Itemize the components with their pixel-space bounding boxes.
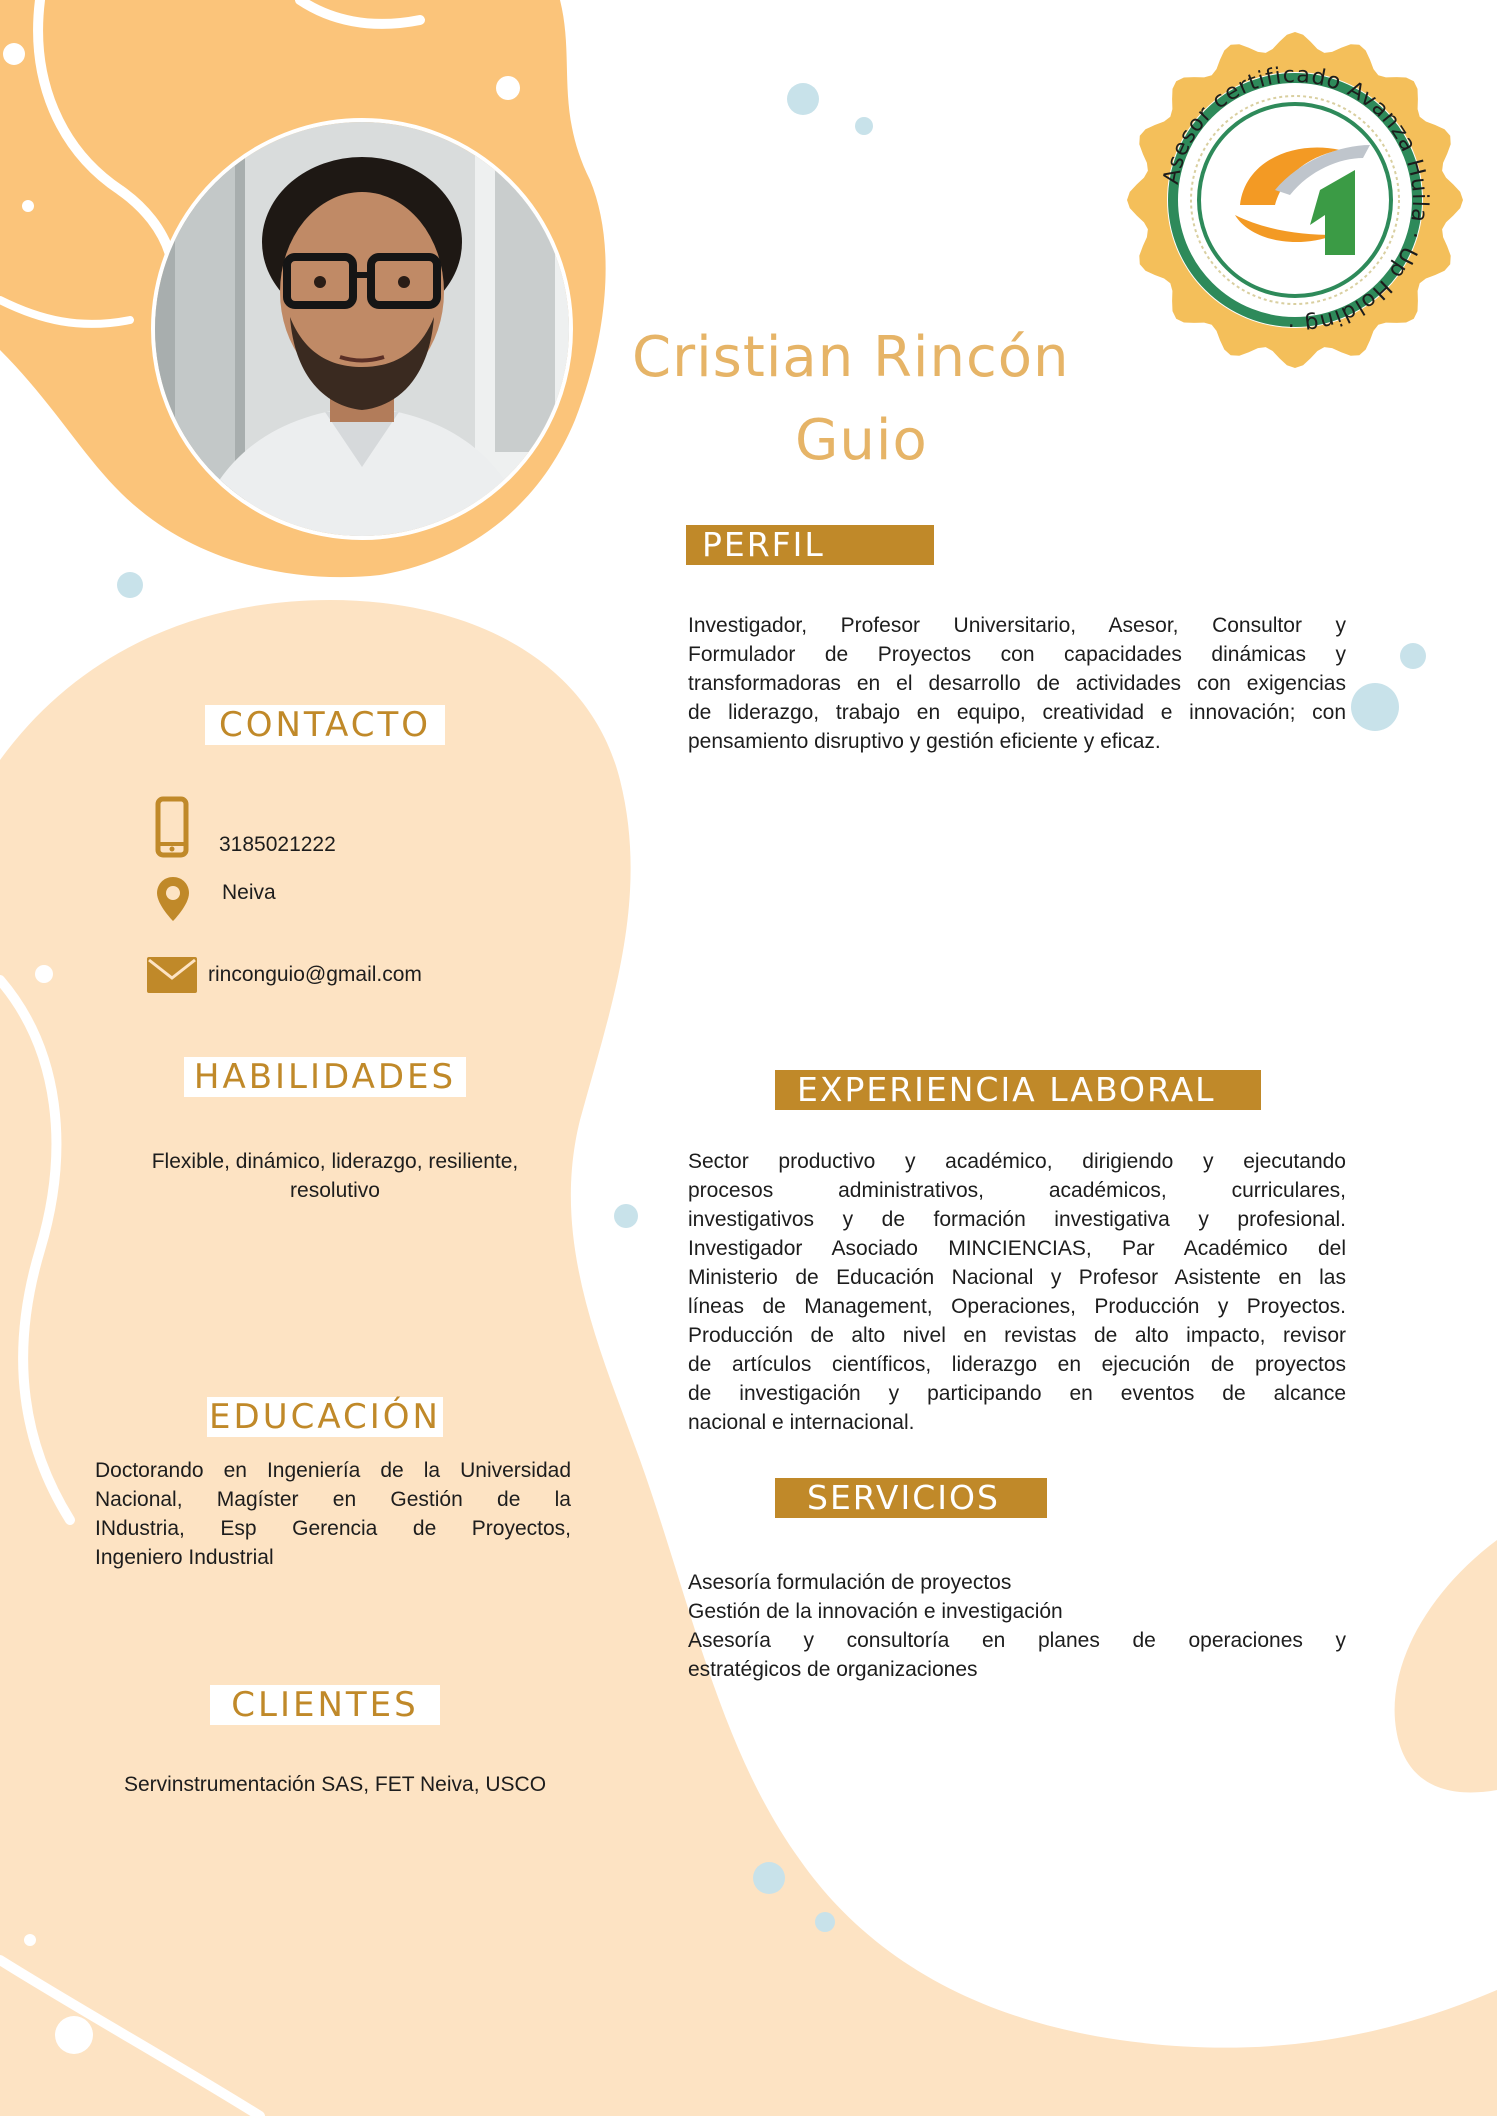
educacion-line: Nacional, Magíster en Gestión de la [95,1488,571,1511]
blue-dot [855,117,873,135]
educacion-heading: EDUCACIÓN [207,1397,443,1437]
experiencia-text [688,1147,1346,1437]
blue-dot [1351,683,1399,731]
email[interactable]: rinconguio@gmail.com [208,963,422,986]
servicios-line: Asesoría formulación de proyectos [688,1571,1012,1594]
mail-icon [146,956,198,994]
servicios-line: estratégicos de organizaciones [688,1658,978,1681]
white-dot [35,965,53,983]
phone-number: 3185021222 [219,833,336,856]
white-dot [496,76,520,100]
experiencia-line: Ministerio de Educación Nacional y Profesor Asistente en las [688,1266,1346,1289]
educacion-line: Doctorando en Ingeniería de la Universidad [95,1459,571,1482]
educacion-line: Ingeniero Industrial [95,1546,274,1569]
servicios-line: Asesoría y consultoría en planes de operaciones y [688,1629,1346,1652]
perfil-heading: PERFIL [686,525,934,565]
experiencia-line: Sector productivo y académico, dirigiendo y ejecutando [688,1150,1346,1173]
experiencia-line: investigativos y de formación investigativa y profesional. [688,1208,1346,1231]
contacto-heading: CONTACTO [205,705,445,745]
perfil-text [688,611,1346,756]
blue-dot [614,1204,638,1228]
white-dot [3,43,25,65]
city: Neiva [222,881,276,904]
habilidades-line: resolutivo [290,1179,380,1202]
experiencia-line: de investigación y participando en eventos de alcance [688,1382,1346,1405]
educacion-text [95,1456,571,1572]
habilidades-heading: HABILIDADES [184,1057,466,1097]
habilidades-text [100,1147,570,1205]
servicios-line: Gestión de la innovación e investigación [688,1600,1063,1623]
profile-photo [151,118,573,540]
clientes-heading: CLIENTES [210,1685,440,1725]
perfil-line: Formulador de Proyectos con capacidades dinámicas y [688,643,1346,666]
blue-dot [117,572,143,598]
experiencia-line: de artículos científicos, liderazgo en ejecución de proyectos [688,1353,1346,1376]
perfil-line: pensamiento disruptivo y gestión eficiente y eficaz. [688,730,1161,753]
certification-seal-icon [1125,30,1465,370]
experiencia-line: líneas de Management, Operaciones, Producción y Proyectos. [688,1295,1346,1318]
phone-icon [155,796,189,858]
clientes-text: Servinstrumentación SAS, FET Neiva, USCO [123,1773,547,1796]
experiencia-line: Investigador Asociado MINCIENCIAS, Par Académico del [688,1237,1346,1260]
peach-blob-right [1395,1540,1497,1792]
perfil-line: Investigador, Profesor Universitario, Asesor, Consultor y [688,614,1346,637]
educacion-line: INdustria, Esp Gerencia de Proyectos, [95,1517,571,1540]
experiencia-line: procesos administrativos, académicos, curriculares, [688,1179,1346,1202]
experiencia-line: nacional e internacional. [688,1411,915,1434]
svg-text:Asesor certificado Avanza Huil: Asesor certificado Avanza Huila · Up Holding · [1159,62,1433,338]
location-pin-icon [155,875,191,923]
servicios-text [688,1568,1346,1684]
habilidades-line: Flexible, dinámico, liderazgo, resiliente, [151,1150,519,1173]
experiencia-heading: EXPERIENCIA LABORAL [775,1070,1261,1110]
name-second-line: Guio [795,408,928,473]
blue-dot [815,1912,835,1932]
perfil-line: transformadoras en el desarrollo de actividades con exigencias [688,672,1346,695]
white-dot [24,1934,36,1946]
servicios-heading: SERVICIOS [775,1478,1047,1518]
experiencia-line: Producción de alto nivel en revistas de alto impacto, revisor [688,1324,1346,1347]
blue-dot [753,1862,785,1894]
blue-dot [787,83,819,115]
name-first-line: Cristian Rincón [632,325,1070,390]
perfil-line: de liderazgo, trabajo en equipo, creatividad e innovación; con [688,701,1346,724]
white-dot [55,2016,93,2054]
white-dot [22,200,34,212]
blue-dot [1400,643,1426,669]
